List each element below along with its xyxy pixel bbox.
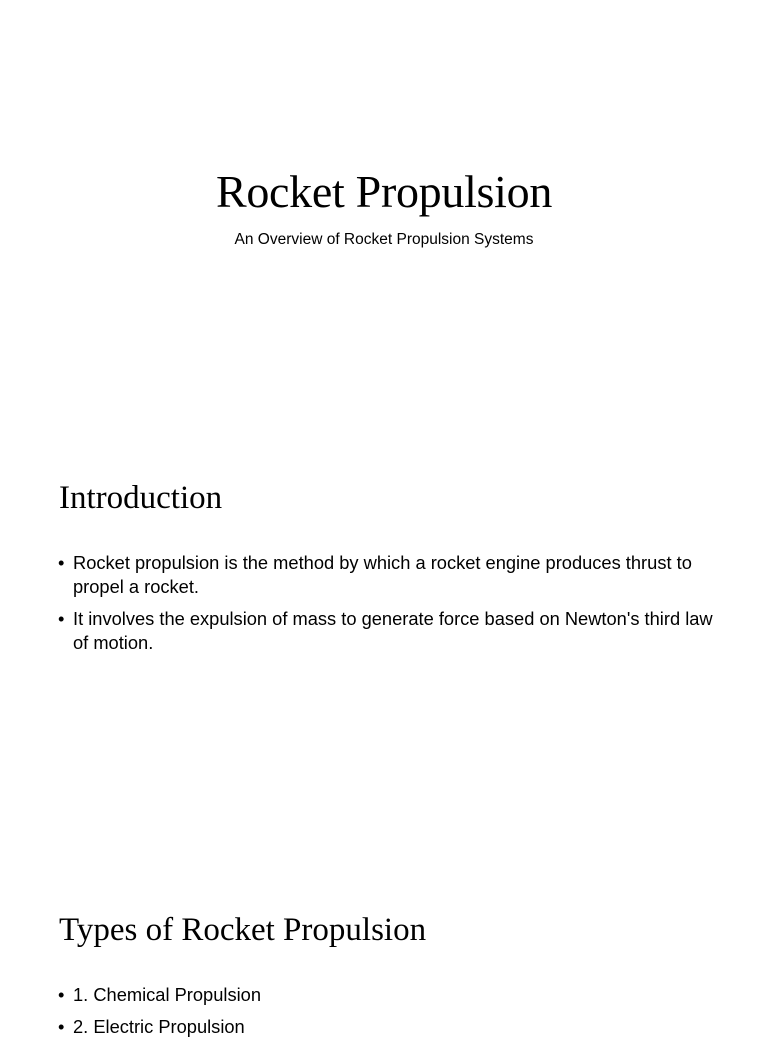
slide-types <box>0 864 768 1037</box>
slide-heading: Introduction <box>59 480 223 516</box>
slide-introduction <box>0 432 768 864</box>
bullet-list <box>58 551 718 663</box>
bullet-icon: • <box>58 1016 65 1037</box>
bullet-item <box>58 607 718 655</box>
slide-title-page <box>0 0 768 432</box>
slide-heading: Types of Rocket Propulsion <box>59 912 427 948</box>
presentation-subtitle: An Overview of Rocket Propulsion Systems <box>234 231 534 248</box>
bullet-text: 1. Chemical Propulsion <box>73 984 261 1005</box>
bullet-list <box>58 983 718 1047</box>
bullet-icon: • <box>58 608 65 629</box>
bullet-item <box>58 983 718 1007</box>
bullet-text: It involves the expulsion of mass to generate force based on Newton's third law of motion. <box>73 608 713 653</box>
bullet-text: 2. Electric Propulsion <box>73 1016 245 1037</box>
bullet-item <box>58 551 718 599</box>
bullet-item <box>58 1015 718 1039</box>
bullet-icon: • <box>58 984 65 1005</box>
bullet-icon: • <box>58 552 65 573</box>
bullet-text: Rocket propulsion is the method by which a rocket engine produces thrust to propel a rocket. <box>73 552 692 597</box>
presentation-title: Rocket Propulsion <box>215 166 553 217</box>
